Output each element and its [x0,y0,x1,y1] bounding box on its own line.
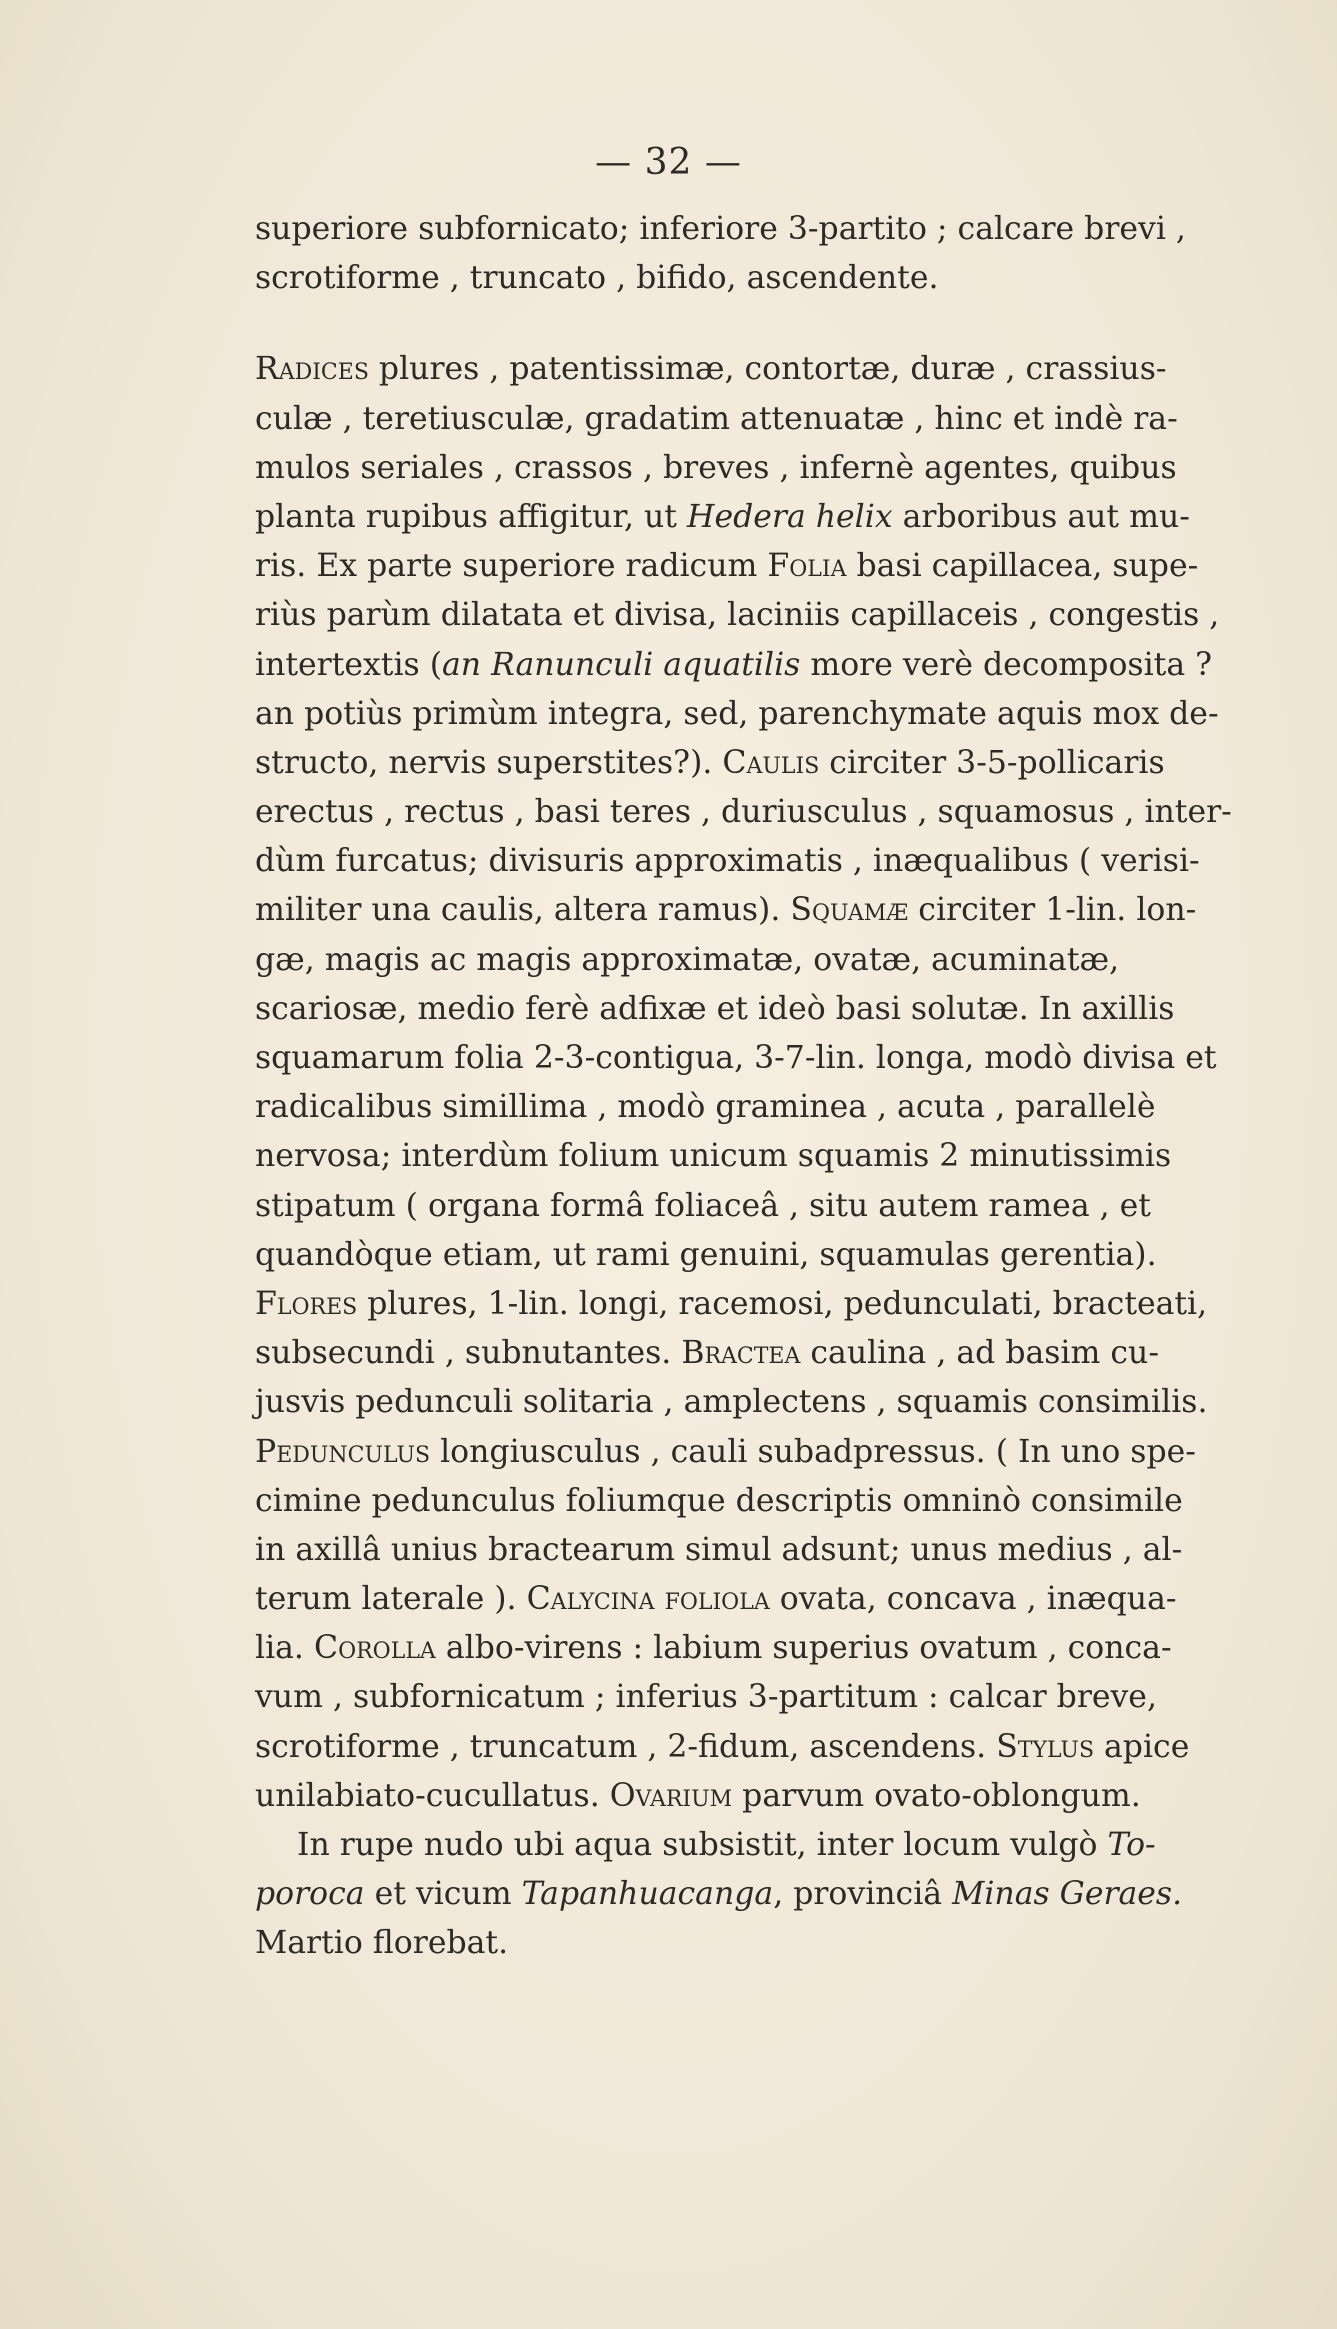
text-line: structo, nervis superstites?). Caulis circiter 3-5-pollicaris [255,744,1165,781]
text-line: unilabiato-cucullatus. Ovarium parvum ovato-oblongum. [255,1777,1141,1814]
term-label: Caulis [722,744,820,781]
text-line: In rupe nudo ubi aqua subsistit, inter locum vulgò To- [297,1827,1156,1863]
text-line: Radices plures , patentissimæ, contortæ, duræ , crassius- [255,351,1167,388]
term-label: Radices [255,351,369,388]
term-label: Flores [255,1285,358,1322]
term-label: Pedunculus [255,1433,431,1470]
text-line: subsecundi , subnutantes. Bractea caulina , ad basim cu- [255,1335,1159,1372]
text-line: radicalibus simillima , modò graminea , acuta , parallelè [255,1089,1156,1126]
text-line: stipatum ( organa formâ foliaceâ , situ autem ramea , et [255,1187,1151,1224]
text-line: scrotiforme , truncatum , 2-fidum, ascendens. Stylus apice [255,1728,1190,1765]
text-line: lia. Corolla albo-virens : labium superius ovatum , conca- [255,1630,1172,1667]
text-line: cimine pedunculus foliumque descriptis omninò consimile [255,1482,1183,1519]
text-line: Pedunculus longiusculus , cauli subadpressus. ( In uno spe- [255,1433,1196,1470]
text-line: gæ, magis ac magis approximatæ, ovatæ, acuminatæ, [255,941,1120,978]
text-line: scariosæ, medio ferè adfixæ et ideò basi solutæ. In axillis [255,990,1175,1027]
text-line: vum , subfornicatum ; inferius 3-partitum : calcar breve, [255,1679,1157,1716]
term-label: Bractea [681,1335,801,1372]
page-number: — 32 — [595,142,742,183]
place-name: Minas Geraes. [952,1876,1183,1913]
species-name: an Ranunculi aquatilis [442,646,801,683]
text-line: nervosa; interdùm folium unicum squamis 2 minutissimis [255,1138,1172,1175]
place-name: poroca [255,1876,365,1913]
text-line: scrotiforme , truncato , bifido, ascendente. [255,260,939,297]
term-label: Ovarium [609,1777,733,1814]
term-label: Folia [767,548,847,585]
text-line: ris. Ex parte superiore radicum Folia basi capillacea, supe- [255,548,1199,585]
text-line: in axillâ unius bractearum simul adsunt; unus medius , al- [255,1531,1183,1568]
term-label: Corolla [313,1630,436,1667]
text-line: poroca et vicum Tapanhuacanga, provinciâ Minas Geraes. [255,1876,1183,1913]
text-line: terum laterale ). Calycina foliola ovata, concava , inæqua- [255,1581,1177,1618]
text-line: erectus , rectus , basi teres , duriusculus , squamosus , inter- [255,794,1232,831]
body-text [255,205,1290,1969]
species-name: Hedera helix [686,498,893,535]
text-line: riùs parùm dilatata et divisa, laciniis capillaceis , congestis , [255,597,1220,634]
text-line: militer una caulis, altera ramus). Squamæ circiter 1-lin. lon- [255,892,1197,929]
text-line: quandòque etiam, ut rami genuini, squamulas gerentia). [255,1236,1157,1273]
term-label: Squamæ [790,892,909,929]
place-name: Tapanhuacanga [521,1876,774,1913]
term-label: Stylus [996,1728,1095,1765]
term-label: Calycina foliola [526,1581,770,1618]
text-line: Flores plures, 1-lin. longi, racemosi, pedunculati, bracteati, [255,1285,1208,1322]
text-line: intertextis (an Ranunculi aquatilis more verè decomposita ? [255,646,1213,683]
text-line: Martio florebat. [255,1925,509,1962]
text-line: jusvis pedunculi solitaria , amplectens , squamis consimilis. [255,1384,1208,1421]
text-line: mulos seriales , crassos , breves , infernè agentes, quibus [255,449,1177,486]
text-line: superiore subfornicato; inferiore 3-partito ; calcare brevi , [255,211,1186,247]
text-line: an potiùs primùm integra, sed, parenchymate aquis mox de- [255,695,1219,732]
text-line: dùm furcatus; divisuris approximatis , inæqualibus ( verisi- [255,843,1200,880]
text-line: culæ , teretiusculæ, gradatim attenuatæ , hinc et indè ra- [255,400,1178,437]
text-line: planta rupibus affigitur, ut Hedera helix arboribus aut mu- [255,498,1190,535]
place-name: To- [1107,1827,1156,1863]
text-line: squamarum folia 2-3-contigua, 3-7-lin. longa, modò divisa et [255,1040,1217,1076]
